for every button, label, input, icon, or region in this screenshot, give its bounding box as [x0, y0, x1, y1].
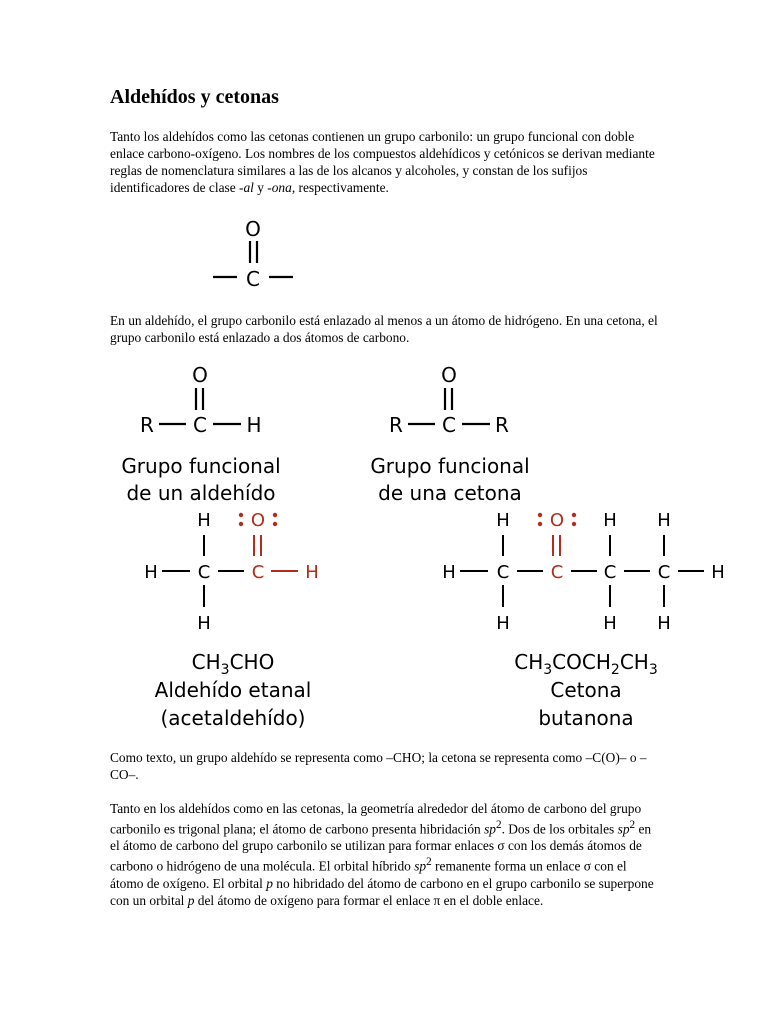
butanone-c3-h-bottom: H: [603, 613, 617, 634]
ethanal-common-name: (acetaldehído): [160, 706, 306, 730]
ketone-functional-group: [370, 363, 529, 505]
ethanal-methyl-carbon: C: [197, 562, 211, 583]
ethanal-lone-pair-dot: [273, 522, 277, 526]
butanone-class: Cetona: [550, 678, 622, 702]
butanone-lone-pair-dot: [572, 513, 576, 517]
aldehyde-hydrogen: H: [246, 413, 262, 437]
ethanal-lone-pair-dot: [273, 513, 277, 517]
ketone-r-group-left: R: [389, 413, 403, 437]
butanone-lone-pair-dot: [572, 522, 576, 526]
aldehyde-caption-line1: Grupo funcional: [121, 454, 281, 478]
aldehyde-caption-line2: de un aldehído: [126, 481, 276, 505]
butanone-lone-pair-dot: [538, 522, 542, 526]
carbonyl-oxygen: O: [245, 217, 261, 241]
butanone-c1-h-bottom: H: [496, 613, 510, 634]
intro-text-3: , respectivamente.: [291, 180, 389, 195]
ethanal-name: Aldehído etanal: [154, 678, 312, 702]
aldehyde-functional-group: [121, 363, 280, 505]
suffix-ona: -ona: [267, 180, 292, 195]
page-title: Aldehídos y cetonas: [110, 86, 279, 108]
ethanal-oxygen: O: [250, 510, 266, 531]
ketone-caption-line1: Grupo funcional: [370, 454, 530, 478]
hyb-text-6: del átomo de oxígeno para formar el enlace π en el doble enlace.: [194, 892, 544, 908]
butanone-lone-pair-dot: [538, 513, 542, 517]
butanone-c4-h-bottom: H: [657, 613, 671, 634]
sp-superscript: 2: [426, 856, 432, 869]
ethanal-lone-pair-dot: [239, 522, 243, 526]
hybridization-paragraph: [110, 800, 662, 909]
butanone-h-left: H: [442, 562, 456, 583]
butanone-formula: $CH_3COCH_2CH_3$: [514, 650, 658, 678]
functional-groups-figure: [0, 358, 768, 738]
ethanal-formula: $CH_3CHO$: [191, 650, 275, 678]
text-representation-paragraph: Como texto, un grupo aldehído se representa como –CHO; la cetona se representa como –C(O)– o –CO–.: [110, 750, 647, 782]
ketone-r-group-right: R: [495, 413, 509, 437]
aldehyde-r-group: R: [140, 413, 154, 437]
ethanal-structure: [144, 510, 319, 634]
butanone-c1: C: [496, 562, 510, 583]
butanone-c3-h-top: H: [603, 510, 617, 531]
sp-term: sp: [617, 821, 630, 837]
butanone-c3: C: [603, 562, 617, 583]
ethanal-lone-pair-dot: [239, 513, 243, 517]
ethanal-aldehyde-h: H: [305, 562, 319, 583]
hyb-text-5: no hibridado del átomo de carbono en el grupo carbonilo se superpone con un orbital: [110, 875, 654, 908]
butanone-c4-h-top: H: [657, 510, 671, 531]
sp-superscript: 2: [495, 819, 502, 831]
aldehyde-carbon: C: [193, 413, 207, 437]
hyb-text-4: remanente forma un enlace σ con el átomo de oxígeno. El orbital: [110, 858, 627, 891]
carbonyl-carbon: C: [246, 267, 260, 291]
p-orbital-term: p: [187, 892, 195, 908]
aldehyde-ketone-paragraph: En un aldehído, el grupo carbonilo está enlazado al menos a un átomo de hidrógeno. En una cetona, el grupo carbonilo está enlazado a dos átomos de carbono.: [110, 313, 658, 345]
butanone-carbonyl-carbon: C: [550, 562, 564, 583]
butanone-h-right: H: [711, 562, 725, 583]
sp-term: sp: [414, 858, 427, 874]
intro-paragraph: [110, 128, 662, 196]
ethanal-h-top: H: [197, 510, 211, 531]
hyb-text-3: en el átomo de carbono del grupo carbonilo se utilizan para formar enlaces σ con los demás átomos de carbono o hidrógeno de una molécula. El orbital híbrido: [110, 821, 652, 874]
butanone-name: butanona: [538, 706, 634, 730]
suffix-al: -al: [239, 180, 254, 195]
ketone-caption-line2: de una cetona: [378, 481, 522, 505]
butanone-c1-h-top: H: [496, 510, 510, 531]
carbonyl-group-diagram: [205, 214, 305, 294]
p-orbital-term: p: [266, 875, 273, 891]
intro-text-1: Tanto los aldehídos como las cetonas contienen un grupo carbonilo: un grupo funcional con doble enlace carbono-oxígeno. Los nombres de los compuestos aldehídicos y cetónicos se derivan mediante reglas de nomenclatura similares a las de los alcanos y alcoholes, y constan de los sufijos identificadores de clase: [110, 129, 655, 195]
ethanal-carbonyl-carbon: C: [251, 562, 265, 583]
sp-term: sp: [484, 821, 496, 837]
butanone-structure: [442, 510, 725, 634]
intro-text-2: y: [253, 180, 268, 195]
ketone-carbon: C: [442, 413, 456, 437]
ethanal-h-bottom: H: [197, 613, 211, 634]
sp-superscript: 2: [629, 819, 636, 831]
ketone-oxygen: O: [441, 363, 457, 387]
butanone-c4: C: [657, 562, 671, 583]
aldehyde-oxygen: O: [192, 363, 208, 387]
hyb-text-1: Tanto en los aldehídos como en las cetonas, la geometría alrededor del átomo de carbono del grupo carbonilo es trigonal plana; el átomo de carbono presenta hibridación: [110, 801, 642, 837]
ethanal-h-left: H: [144, 562, 158, 583]
butanone-oxygen: O: [549, 510, 565, 531]
hyb-text-2: . Dos de los orbitales: [501, 821, 618, 837]
